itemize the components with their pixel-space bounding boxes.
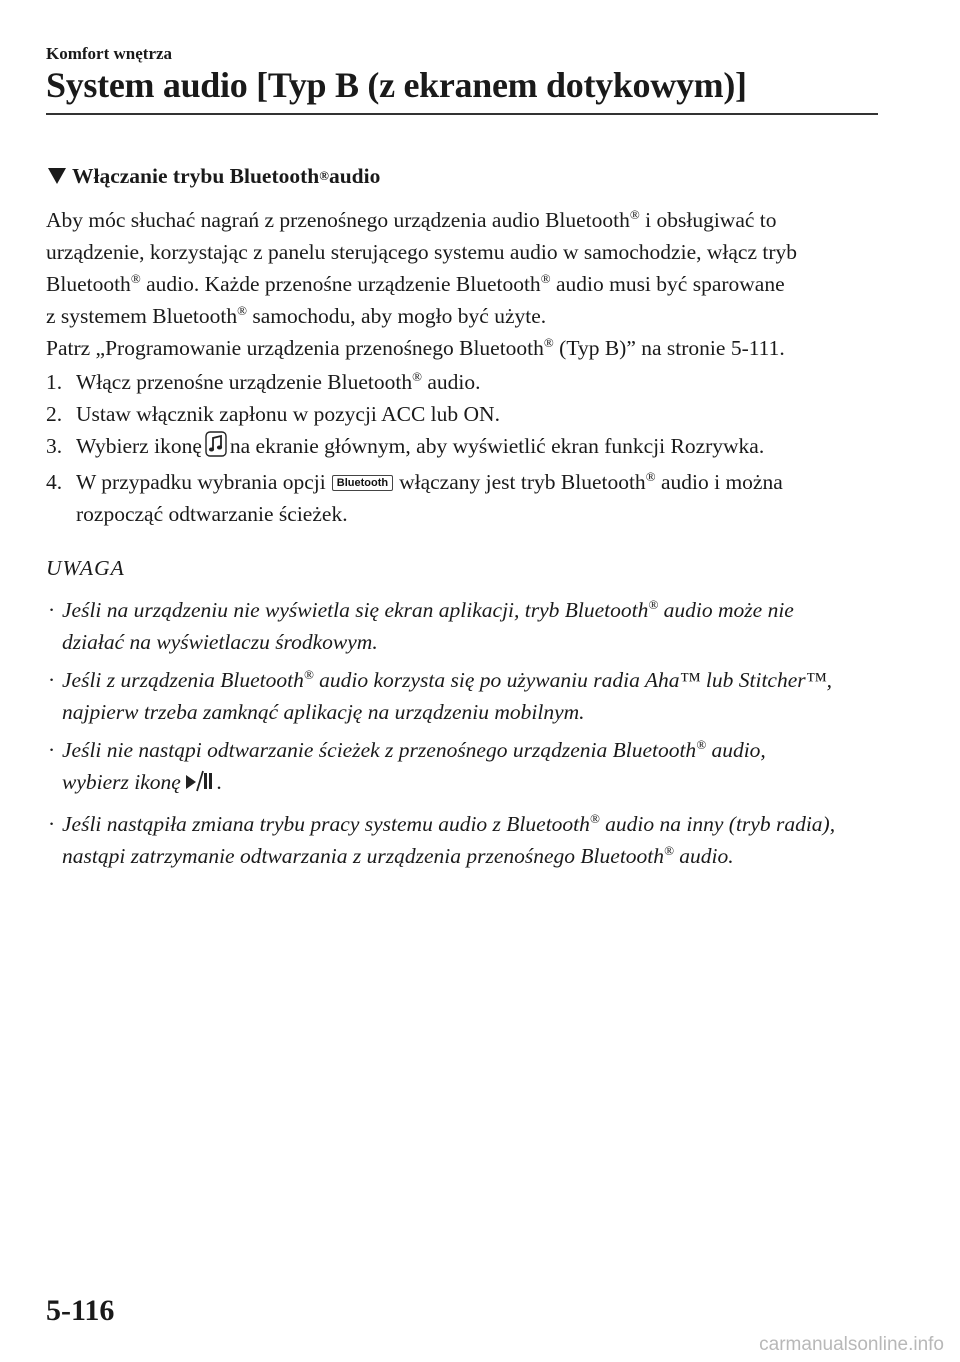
chapter-label: Komfort wnętrza	[46, 44, 173, 63]
note-label: UWAGA	[46, 556, 125, 580]
list-item: 4. W przypadku wybrania opcji Bluetooth włączany jest tryb Bluetooth® audio i można rozpocząć odtwarzanie ścieżek.	[46, 469, 783, 526]
notes-list	[46, 594, 886, 872]
music-note-icon	[205, 431, 227, 466]
triangle-down-icon	[48, 168, 66, 184]
page-number: 5-116	[46, 1294, 115, 1327]
list-item: 3. Wybierz ikonę na ekranie głównym, aby wyświetlić ekran funkcji Rozrywka.	[46, 430, 886, 466]
list-item: · Jeśli z urządzenia Bluetooth® audio korzysta się po używaniu radia Aha™ lub Stitcher™, najpierw trzeba zamknąć aplikację na urządzeniu mobilnym.	[48, 667, 833, 724]
section-heading: Włączanie trybu Bluetooth ® audio	[46, 160, 886, 192]
list-item: · Jeśli nastąpiła zmiana trybu pracy systemu audio z Bluetooth® audio na inny (tryb radia), nastąpi zatrzymanie odtwarzania z urządzenia przenośnego Bluetooth® audio.	[48, 811, 836, 868]
main-content	[46, 160, 886, 878]
list-item: 1. Włącz przenośne urządzenie Bluetooth® audio.	[46, 369, 481, 394]
list-item: · Jeśli na urządzeniu nie wyświetla się ekran aplikacji, tryb Bluetooth® audio może nie działać na wyświetlaczu środkowym.	[48, 597, 794, 654]
steps-list	[46, 366, 886, 530]
intro-paragraph: Aby móc słuchać nagrań z przenośnego urządzenia audio Bluetooth® i obsługiwać to urządzenie, korzystając z panelu sterującego systemu audio w samochodzie, włącz tryb Bluetooth® audio. Każde przenośne urządzenie Bluetooth® audio musi być sparowane z systemem Bluetooth® samochodu, aby mogło być użyte. Patrz „Programowanie urządzenia przenośnego Bluetooth® (Typ B)” na stronie 5-111.	[46, 207, 797, 360]
watermark-link[interactable]: carmanualsonline.info	[759, 1334, 944, 1355]
list-item: 2. Ustaw włącznik zapłonu w pozycji ACC lub ON.	[46, 402, 500, 426]
list-item: · Jeśli nie nastąpi odtwarzanie ścieżek z przenośnego urządzenia Bluetooth® audio, wybierz ikonę .	[46, 734, 886, 802]
play-pause-icon	[184, 769, 214, 802]
bluetooth-button-image: Bluetooth	[332, 475, 393, 491]
page-title: System audio [Typ B (z ekranem dotykowym)]	[46, 65, 747, 105]
title-rule	[46, 113, 878, 115]
